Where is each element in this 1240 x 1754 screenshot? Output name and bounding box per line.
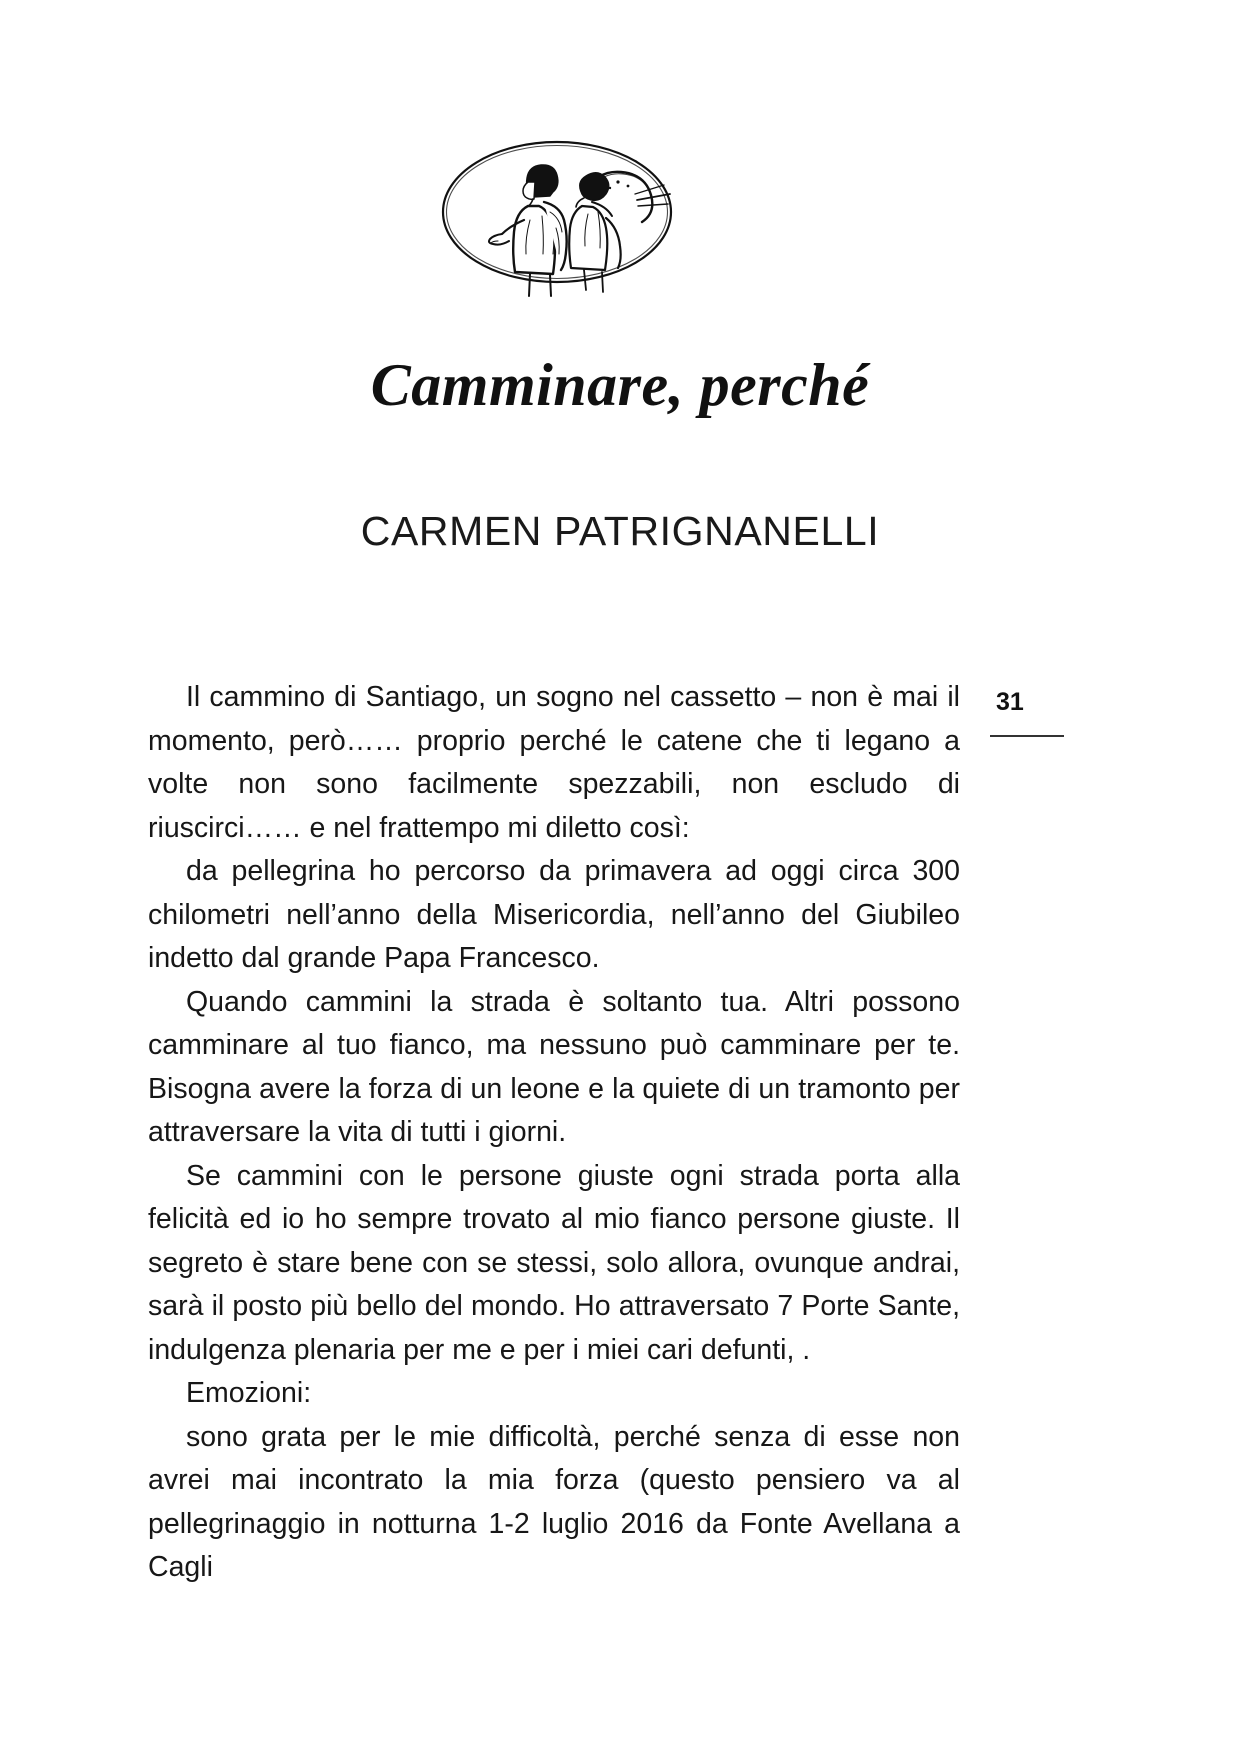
body-paragraph: Se cammini con le persone giuste ogni strada porta alla felicità ed io ho sempre trovato al mio fianco persone giuste. Il segreto è stare bene con se stessi, solo allora, ovunque andrai, sarà il posto più bello del mondo. Ho attraversato 7 Porte Sante, indulgenza plenaria per me e per i miei cari defunti, . — [148, 1159, 960, 1366]
body-paragraph: da pellegrina ho percorso da primavera ad oggi circa 300 chilometri nell’anno della Misericordia, nell’anno del Giubileo indetto dal grande Papa Francesco. — [148, 855, 960, 974]
body-paragraph: Emozioni: — [186, 1377, 312, 1409]
body-paragraph: sono grata per le mie difficoltà, perché senza di esse non avrei mai incontrato la mia forza (questo pensiero va al pellegrinaggio in notturna 1-2 luglio 2016 da Fonte Avellana a Cagli — [148, 1420, 960, 1583]
page-title: Camminare, perché — [370, 352, 870, 418]
body-text — [148, 676, 960, 1590]
author-name: CARMEN PATRIGNANELLI — [360, 508, 880, 554]
two-pilgrims-oval-illustration — [432, 128, 682, 298]
page-number: 31 — [996, 688, 1024, 716]
body-paragraph: Il cammino di Santiago, un sogno nel cassetto – non è mai il momento, però…… proprio perché le catene che ti legano a volte non sono facilmente spezzabili, non escludo di riuscirci…… e nel frattempo mi diletto così: — [148, 681, 960, 844]
pilgrims-drawing-svg — [432, 128, 682, 298]
body-paragraph: Quando cammini la strada è soltanto tua. Altri possono camminare al tuo fianco, ma nessuno può camminare per te. Bisogna avere la forza di un leone e la quiete di un tramonto per attraversare la vita di tutti i giorni. — [148, 985, 960, 1148]
folio-rule — [990, 735, 1064, 737]
